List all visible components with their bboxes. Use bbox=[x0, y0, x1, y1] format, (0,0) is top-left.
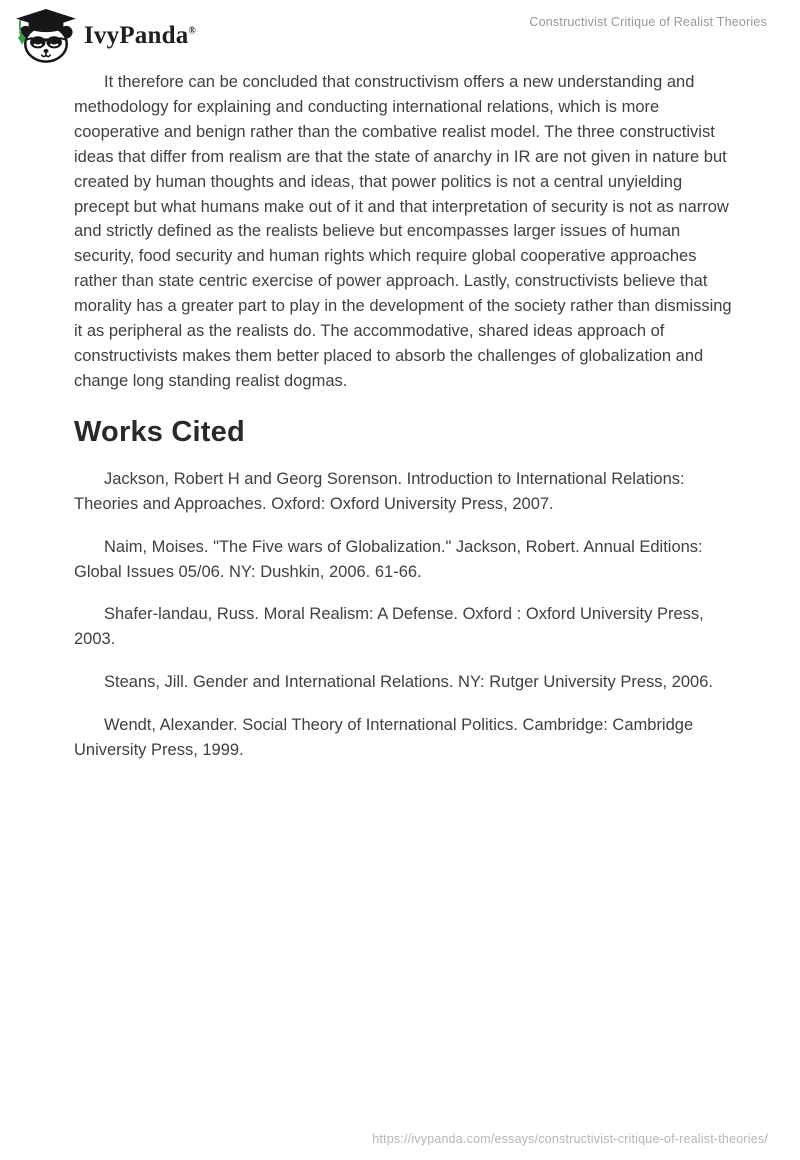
document-content bbox=[74, 0, 732, 763]
citation-entry: Jackson, Robert H and Georg Sorenson. Introduction to International Relations: Theories and Approaches. Oxford: Oxford University Press, 2007. bbox=[74, 469, 685, 513]
conclusion-paragraph: It therefore can be concluded that constructivism offers a new understanding and methodology for explaining and conducting international relations, which is more cooperative and benign rather than the combative realist model. The three constructivist ideas that differ from realism are that the state of anarchy in IR are not given in nature but created by human thoughts and ideas, that power politics is not a central unyielding precept but what humans make out of it and that interpretation of security is not as narrow and strictly defined as the realists believe but encompasses larger issues of human security, food security and human rights which require global cooperative approaches rather than state centric exercise of power approach. Lastly, constructivists believe that morality has a greater part to play in the development of the society rather than dismissing it as peripheral as the realists do. The accommodative, shared ideas approach of constructivists makes them better placed to absorb the challenges of globalization and change long standing realist dogmas. bbox=[74, 73, 732, 390]
citation-entry: Naim, Moises. "The Five wars of Globalization." Jackson, Robert. Annual Editions: Global Issues 05/06. NY: Dushkin, 2006. 61-66. bbox=[74, 537, 703, 581]
registered-trademark-symbol: ® bbox=[188, 25, 197, 37]
citation-entry: Wendt, Alexander. Social Theory of International Politics. Cambridge: Cambridge University Press, 1999. bbox=[74, 716, 694, 760]
works-cited-heading: Works Cited bbox=[74, 415, 245, 448]
source-url[interactable]: https://ivypanda.com/essays/constructivist-critique-of-realist-theories/ bbox=[372, 1132, 768, 1146]
citation-entry: Steans, Jill. Gender and International Relations. NY: Rutger University Press, 2006. bbox=[104, 673, 713, 692]
ivypanda-logo-icon bbox=[14, 8, 78, 64]
citation-entry: Shafer-landau, Russ. Moral Realism: A Defense. Oxford : Oxford University Press, 2003. bbox=[74, 605, 704, 649]
brand-name-text: IvyPanda bbox=[84, 22, 189, 49]
document-title-header: Constructivist Critique of Realist Theories bbox=[529, 15, 767, 29]
